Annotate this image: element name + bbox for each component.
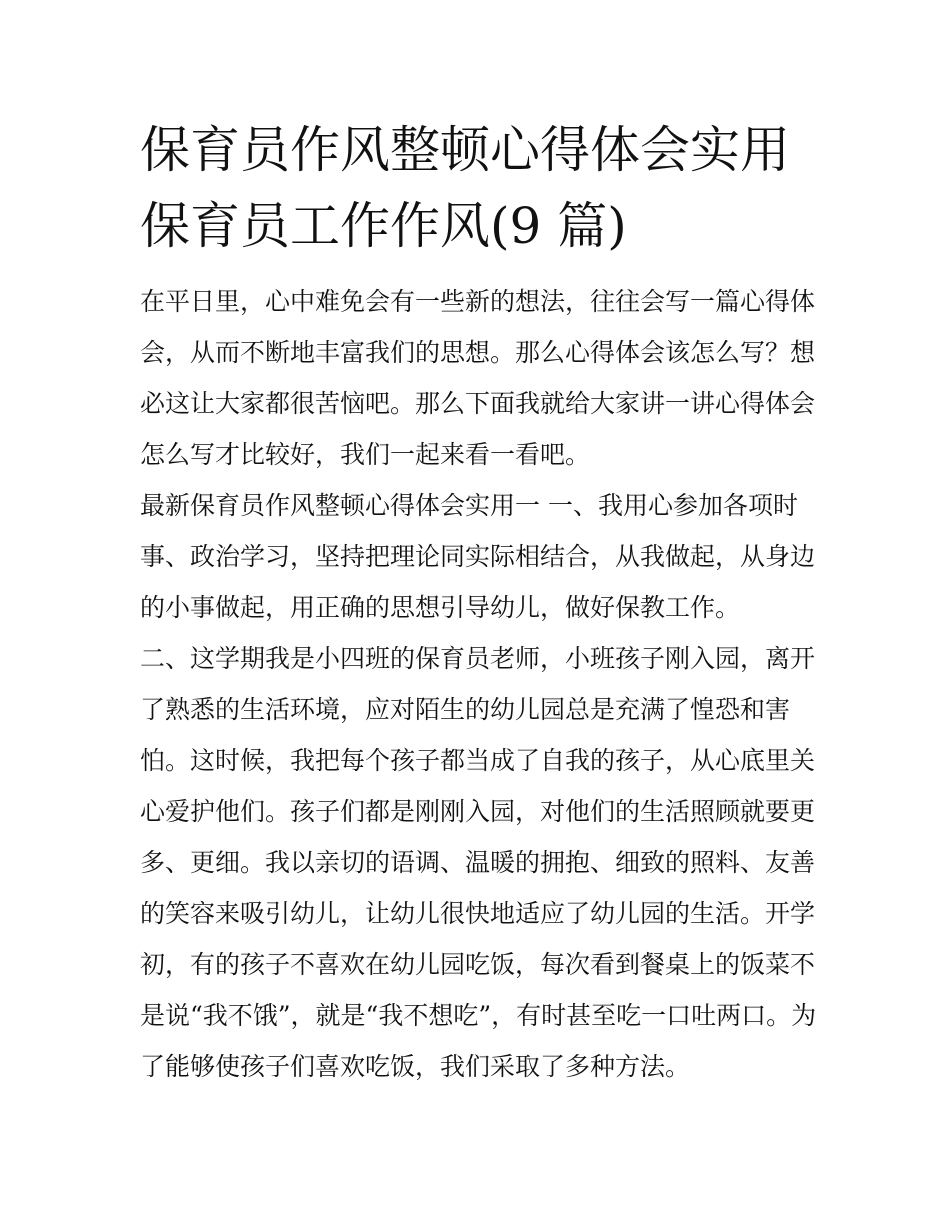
- body-line: 的笑容来吸引幼儿，让幼儿很快地适应了幼儿园的生活。开学: [140, 899, 816, 928]
- document-title: [140, 112, 840, 264]
- body-line: 会，从而不断地丰富我们的思想。那么心得体会该怎么写？想: [140, 338, 816, 367]
- body-line: 了能够使孩子们喜欢吃饭，我们采取了多种方法。: [140, 1052, 691, 1081]
- body-line: 最新保育员作风整顿心得体会实用一 一、我用心参加各项时: [140, 491, 798, 520]
- document-body: [140, 276, 830, 1092]
- body-line: 事、政治学习，坚持把理论同实际相结合，从我做起，从身边: [140, 542, 816, 571]
- body-line: 的小事做起，用正确的思想引导幼儿，做好保教工作。: [140, 593, 741, 622]
- body-line: 怎么写才比较好，我们一起来看一看吧。: [140, 440, 591, 469]
- body-line: 初，有的孩子不喜欢在幼儿园吃饭，每次看到餐桌上的饭菜不: [140, 950, 816, 979]
- body-line: 必这让大家都很苦恼吧。那么下面我就给大家讲一讲心得体会: [140, 389, 816, 418]
- title-line: 保育员工作作风(9 篇): [140, 197, 627, 255]
- body-line: 二、这学期我是小四班的保育员老师，小班孩子刚入园，离开: [140, 644, 816, 673]
- body-line: 怕。这时候，我把每个孩子都当成了自我的孩子，从心底里关: [140, 746, 816, 775]
- title-line: 保育员作风整顿心得体会实用: [140, 121, 790, 179]
- body-line: 在平日里，心中难免会有一些新的想法，往往会写一篇心得体: [140, 287, 816, 316]
- body-line: 心爱护他们。孩子们都是刚刚入园，对他们的生活照顾就要更: [140, 797, 816, 826]
- body-line: 是说“我不饿”，就是“我不想吃”，有时甚至吃一口吐两口。为: [140, 1001, 817, 1030]
- body-line: 了熟悉的生活环境，应对陌生的幼儿园总是充满了惶恐和害: [140, 695, 791, 724]
- body-line: 多、更细。我以亲切的语调、温暖的拥抱、细致的照料、友善: [140, 848, 816, 877]
